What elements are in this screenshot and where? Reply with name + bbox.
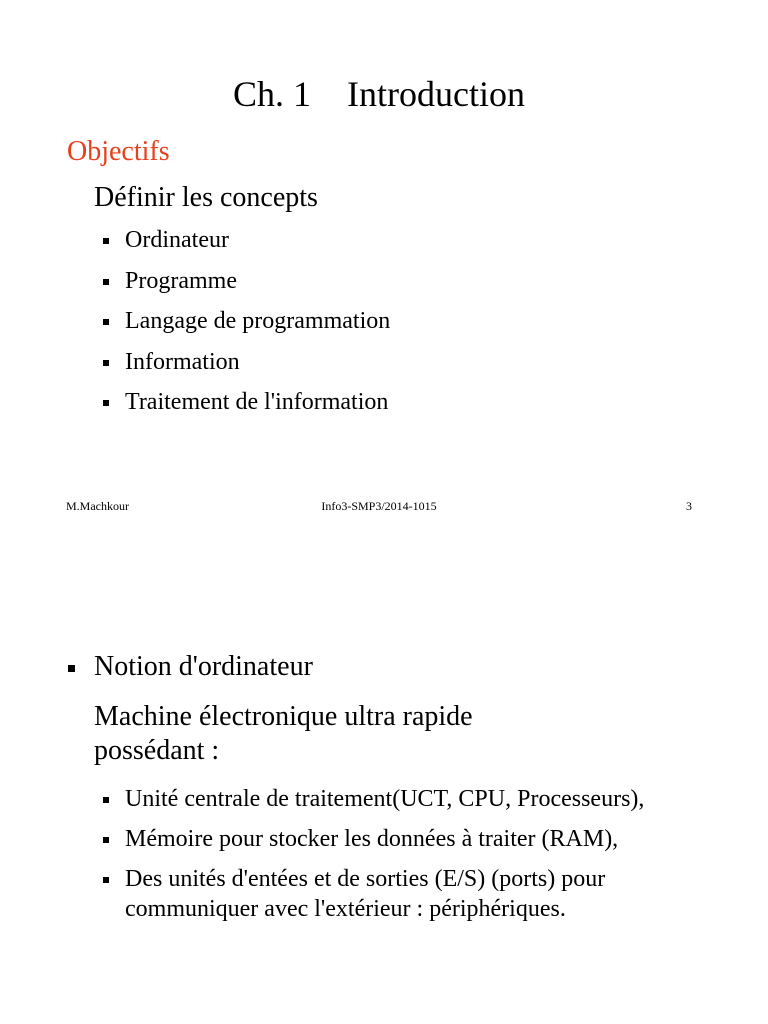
component-label: Des unités d'entées et de sorties (E/S) (ports) pour communiquer avec l'extérieur : périphériques. — [125, 866, 606, 922]
list-item — [94, 347, 390, 377]
concept-label: Programme — [125, 267, 237, 294]
bullet-square-icon — [103, 400, 109, 406]
concept-list — [94, 225, 390, 428]
bullet-square-icon — [103, 319, 109, 325]
definition-line: Machine électronique ultra rapide — [94, 701, 473, 732]
bullet-square-icon — [103, 360, 109, 366]
bullet-square-icon — [103, 797, 109, 803]
list-item — [94, 266, 390, 296]
concept-label: Langage de programmation — [125, 308, 391, 334]
definition-paragraph — [94, 700, 594, 768]
list-item — [94, 824, 654, 854]
definition-line: possédant : — [94, 735, 220, 766]
list-item — [94, 306, 390, 336]
component-label: Mémoire pour stocker les données à traiter (RAM), — [125, 826, 619, 852]
topic-label: Notion d'ordinateur — [94, 651, 313, 682]
list-item — [94, 864, 654, 924]
slide-title: Ch. 1 Introduction — [233, 74, 525, 114]
list-item — [94, 784, 654, 814]
concept-label: Ordinateur — [125, 227, 229, 253]
list-item — [94, 387, 390, 417]
concept-label: Traitement de l'information — [125, 389, 389, 415]
slide-computer-notion — [0, 620, 768, 1024]
list-item — [94, 225, 390, 255]
bullet-square-icon — [103, 279, 109, 285]
bullet-square-icon — [103, 837, 109, 843]
bullet-square-icon — [103, 877, 109, 883]
component-label: Unité centrale de traitement(UCT, CPU, Processeurs), — [125, 786, 645, 812]
concepts-lead: Définir les concepts — [94, 182, 318, 213]
component-list — [94, 784, 654, 934]
bullet-square-icon — [103, 238, 109, 244]
topic-bullet — [66, 650, 313, 684]
concept-label: Information — [125, 348, 240, 375]
objectives-heading: Objectifs — [67, 136, 170, 167]
footer-author: M.Machkour — [66, 499, 129, 513]
footer-page-number: 3 — [686, 499, 692, 513]
bullet-square-icon — [68, 665, 75, 672]
footer-course: Info3-SMP3/2014-1015 — [321, 499, 437, 513]
